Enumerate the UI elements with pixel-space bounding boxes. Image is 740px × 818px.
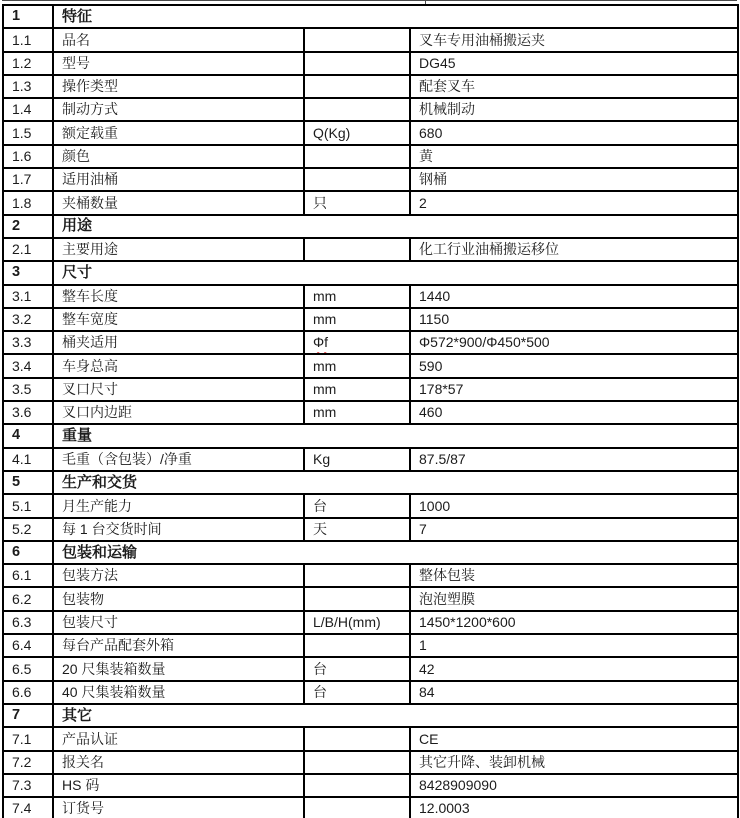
label-cell: 每 1 台交货时间 (53, 518, 304, 541)
label-cell: 生产和交货 (53, 471, 738, 494)
label-cell: 适用油桶 (53, 168, 304, 191)
unit-text: Q(Kg) (313, 124, 351, 141)
value-cell: 7 (410, 518, 738, 541)
table-row (3, 797, 738, 818)
unit-cell (304, 52, 410, 75)
table-row (3, 285, 738, 308)
section-row (3, 541, 738, 564)
label-cell: 叉口尺寸 (53, 378, 304, 401)
unit-cell (304, 634, 410, 657)
table-row (3, 401, 738, 424)
table-row (3, 354, 738, 377)
unit-cell (304, 587, 410, 610)
spec-table-body (3, 5, 738, 818)
row-number-cell: 3 (3, 261, 53, 284)
table-row (3, 168, 738, 191)
section-row (3, 215, 738, 238)
unit-cell (304, 727, 410, 750)
value-cell: 黄 (410, 145, 738, 168)
row-number-cell: 1.6 (3, 145, 53, 168)
value-cell: 1000 (410, 494, 738, 517)
label-cell: 包装物 (53, 587, 304, 610)
table-row (3, 308, 738, 331)
row-number-cell: 1.7 (3, 168, 53, 191)
row-number-cell: 3.6 (3, 401, 53, 424)
label-cell: 车身总高 (53, 354, 304, 377)
row-number-cell: 1.4 (3, 98, 53, 121)
value-cell: Φ572*900/Φ450*500 (410, 331, 738, 354)
unit-cell (304, 28, 410, 51)
unit-cell (304, 751, 410, 774)
value-cell: 680 (410, 121, 738, 144)
unit-text: 台 (313, 683, 327, 700)
unit-cell (304, 657, 410, 680)
unit-text: mm (313, 287, 337, 304)
unit-cell (304, 354, 410, 377)
table-row (3, 681, 738, 704)
label-cell: 额定载重 (53, 121, 304, 144)
value-cell: 整体包装 (410, 564, 738, 587)
row-number-cell: 5.1 (3, 494, 53, 517)
table-row (3, 657, 738, 680)
value-cell: 84 (410, 681, 738, 704)
row-number-cell: 6.6 (3, 681, 53, 704)
unit-text: mm (313, 357, 337, 374)
label-cell: 订货号 (53, 797, 304, 818)
unit-cell (304, 797, 410, 818)
row-number-cell: 1 (3, 5, 53, 28)
unit-text: Kg (313, 450, 331, 467)
label-cell: 主要用途 (53, 238, 304, 261)
table-row (3, 98, 738, 121)
value-cell: 钢桶 (410, 168, 738, 191)
unit-cell (304, 611, 410, 634)
table-row (3, 564, 738, 587)
value-cell: CE (410, 727, 738, 750)
row-number-cell: 1.3 (3, 75, 53, 98)
label-cell: 每台产品配套外箱 (53, 634, 304, 657)
unit-cell (304, 121, 410, 144)
row-number-cell: 2 (3, 215, 53, 238)
row-number-cell: 7 (3, 704, 53, 727)
unit-cell (304, 145, 410, 168)
section-row (3, 471, 738, 494)
label-cell: 重量 (53, 424, 738, 447)
row-number-cell: 3.1 (3, 285, 53, 308)
row-number-cell: 6 (3, 541, 53, 564)
label-cell: 叉口内边距 (53, 401, 304, 424)
unit-text: 台 (313, 660, 327, 677)
row-number-cell: 1.5 (3, 121, 53, 144)
label-cell: 整车宽度 (53, 308, 304, 331)
row-number-cell: 7.1 (3, 727, 53, 750)
row-number-cell: 3.5 (3, 378, 53, 401)
unit-cell (304, 308, 410, 331)
value-cell: 泡泡塑膜 (410, 587, 738, 610)
row-number-cell: 5.2 (3, 518, 53, 541)
row-number-cell: 4 (3, 424, 53, 447)
table-row (3, 634, 738, 657)
value-cell: 其它升降、装卸机械 (410, 751, 738, 774)
table-row (3, 52, 738, 75)
previous-row-remnant (2, 0, 737, 4)
table-row (3, 238, 738, 261)
unit-cell (304, 401, 410, 424)
label-cell: 夹桶数量 (53, 191, 304, 214)
spec-table (2, 4, 739, 818)
row-number-cell: 3.2 (3, 308, 53, 331)
value-cell: 配套叉车 (410, 75, 738, 98)
label-cell: 用途 (53, 215, 738, 238)
section-row (3, 5, 738, 28)
label-cell: 包装方法 (53, 564, 304, 587)
row-number-cell: 3.4 (3, 354, 53, 377)
table-row (3, 727, 738, 750)
label-cell: 20 尺集装箱数量 (53, 657, 304, 680)
unit-text: mm (313, 381, 337, 398)
unit-text: 只 (313, 194, 327, 211)
value-cell: 460 (410, 401, 738, 424)
label-cell: HS 码 (53, 774, 304, 797)
row-number-cell: 1.8 (3, 191, 53, 214)
row-number-cell: 6.4 (3, 634, 53, 657)
label-cell: 毛重（含包装）/净重 (53, 448, 304, 471)
table-row (3, 611, 738, 634)
table-row (3, 494, 738, 517)
table-row (3, 75, 738, 98)
row-number-cell: 4.1 (3, 448, 53, 471)
unit-cell (304, 774, 410, 797)
label-cell: 操作类型 (53, 75, 304, 98)
table-row (3, 378, 738, 401)
label-cell: 特征 (53, 5, 738, 28)
label-cell: 包装尺寸 (53, 611, 304, 634)
unit-text: 天 (313, 520, 327, 537)
unit-cell (304, 448, 410, 471)
value-cell: 机械制动 (410, 98, 738, 121)
unit-cell (304, 238, 410, 261)
value-cell: 87.5/87 (410, 448, 738, 471)
unit-cell (304, 168, 410, 191)
unit-text: mm (313, 404, 337, 421)
section-row (3, 704, 738, 727)
label-cell: 整车长度 (53, 285, 304, 308)
label-cell: 其它 (53, 704, 738, 727)
value-cell: 8428909090 (410, 774, 738, 797)
value-cell: 42 (410, 657, 738, 680)
row-number-cell: 6.2 (3, 587, 53, 610)
row-number-cell: 5 (3, 471, 53, 494)
label-cell: 40 尺集装箱数量 (53, 681, 304, 704)
value-cell: 1 (410, 634, 738, 657)
row-number-cell: 1.1 (3, 28, 53, 51)
row-number-cell: 6.3 (3, 611, 53, 634)
remnant-column-divider (425, 1, 426, 4)
label-cell: 品名 (53, 28, 304, 51)
value-cell: 178*57 (410, 378, 738, 401)
unit-cell (304, 378, 410, 401)
label-cell: 型号 (53, 52, 304, 75)
value-cell: 1450*1200*600 (410, 611, 738, 634)
value-cell: 1150 (410, 308, 738, 331)
table-row (3, 121, 738, 144)
unit-cell (304, 564, 410, 587)
row-number-cell: 3.3 (3, 331, 53, 354)
row-number-cell: 7.2 (3, 751, 53, 774)
row-number-cell: 1.2 (3, 52, 53, 75)
unit-cell (304, 494, 410, 517)
unit-cell (304, 518, 410, 541)
value-cell: 2 (410, 191, 738, 214)
table-row (3, 145, 738, 168)
unit-cell (304, 331, 410, 354)
section-row (3, 261, 738, 284)
unit-cell (304, 75, 410, 98)
row-number-cell: 6.1 (3, 564, 53, 587)
unit-text: Φf (313, 334, 329, 351)
table-row (3, 191, 738, 214)
unit-cell (304, 285, 410, 308)
table-row (3, 587, 738, 610)
unit-text: mm (313, 311, 337, 328)
row-number-cell: 2.1 (3, 238, 53, 261)
label-cell: 产品认证 (53, 727, 304, 750)
unit-text: L/B/H(mm) (313, 614, 381, 631)
table-row (3, 448, 738, 471)
value-cell: 1440 (410, 285, 738, 308)
label-cell: 报关名 (53, 751, 304, 774)
unit-cell (304, 191, 410, 214)
table-row (3, 751, 738, 774)
value-cell: DG45 (410, 52, 738, 75)
row-number-cell: 6.5 (3, 657, 53, 680)
label-cell: 包装和运输 (53, 541, 738, 564)
table-row (3, 518, 738, 541)
unit-text: 台 (313, 497, 327, 514)
label-cell: 桶夹适用 (53, 331, 304, 354)
label-cell: 尺寸 (53, 261, 738, 284)
value-cell: 化工行业油桶搬运移位 (410, 238, 738, 261)
unit-cell (304, 681, 410, 704)
table-row (3, 28, 738, 51)
row-number-cell: 7.3 (3, 774, 53, 797)
unit-cell (304, 98, 410, 121)
label-cell: 制动方式 (53, 98, 304, 121)
value-cell: 叉车专用油桶搬运夹 (410, 28, 738, 51)
table-row (3, 774, 738, 797)
value-cell: 590 (410, 354, 738, 377)
value-cell: 12.0003 (410, 797, 738, 818)
table-row (3, 331, 738, 354)
row-number-cell: 7.4 (3, 797, 53, 818)
label-cell: 月生产能力 (53, 494, 304, 517)
section-row (3, 424, 738, 447)
label-cell: 颜色 (53, 145, 304, 168)
